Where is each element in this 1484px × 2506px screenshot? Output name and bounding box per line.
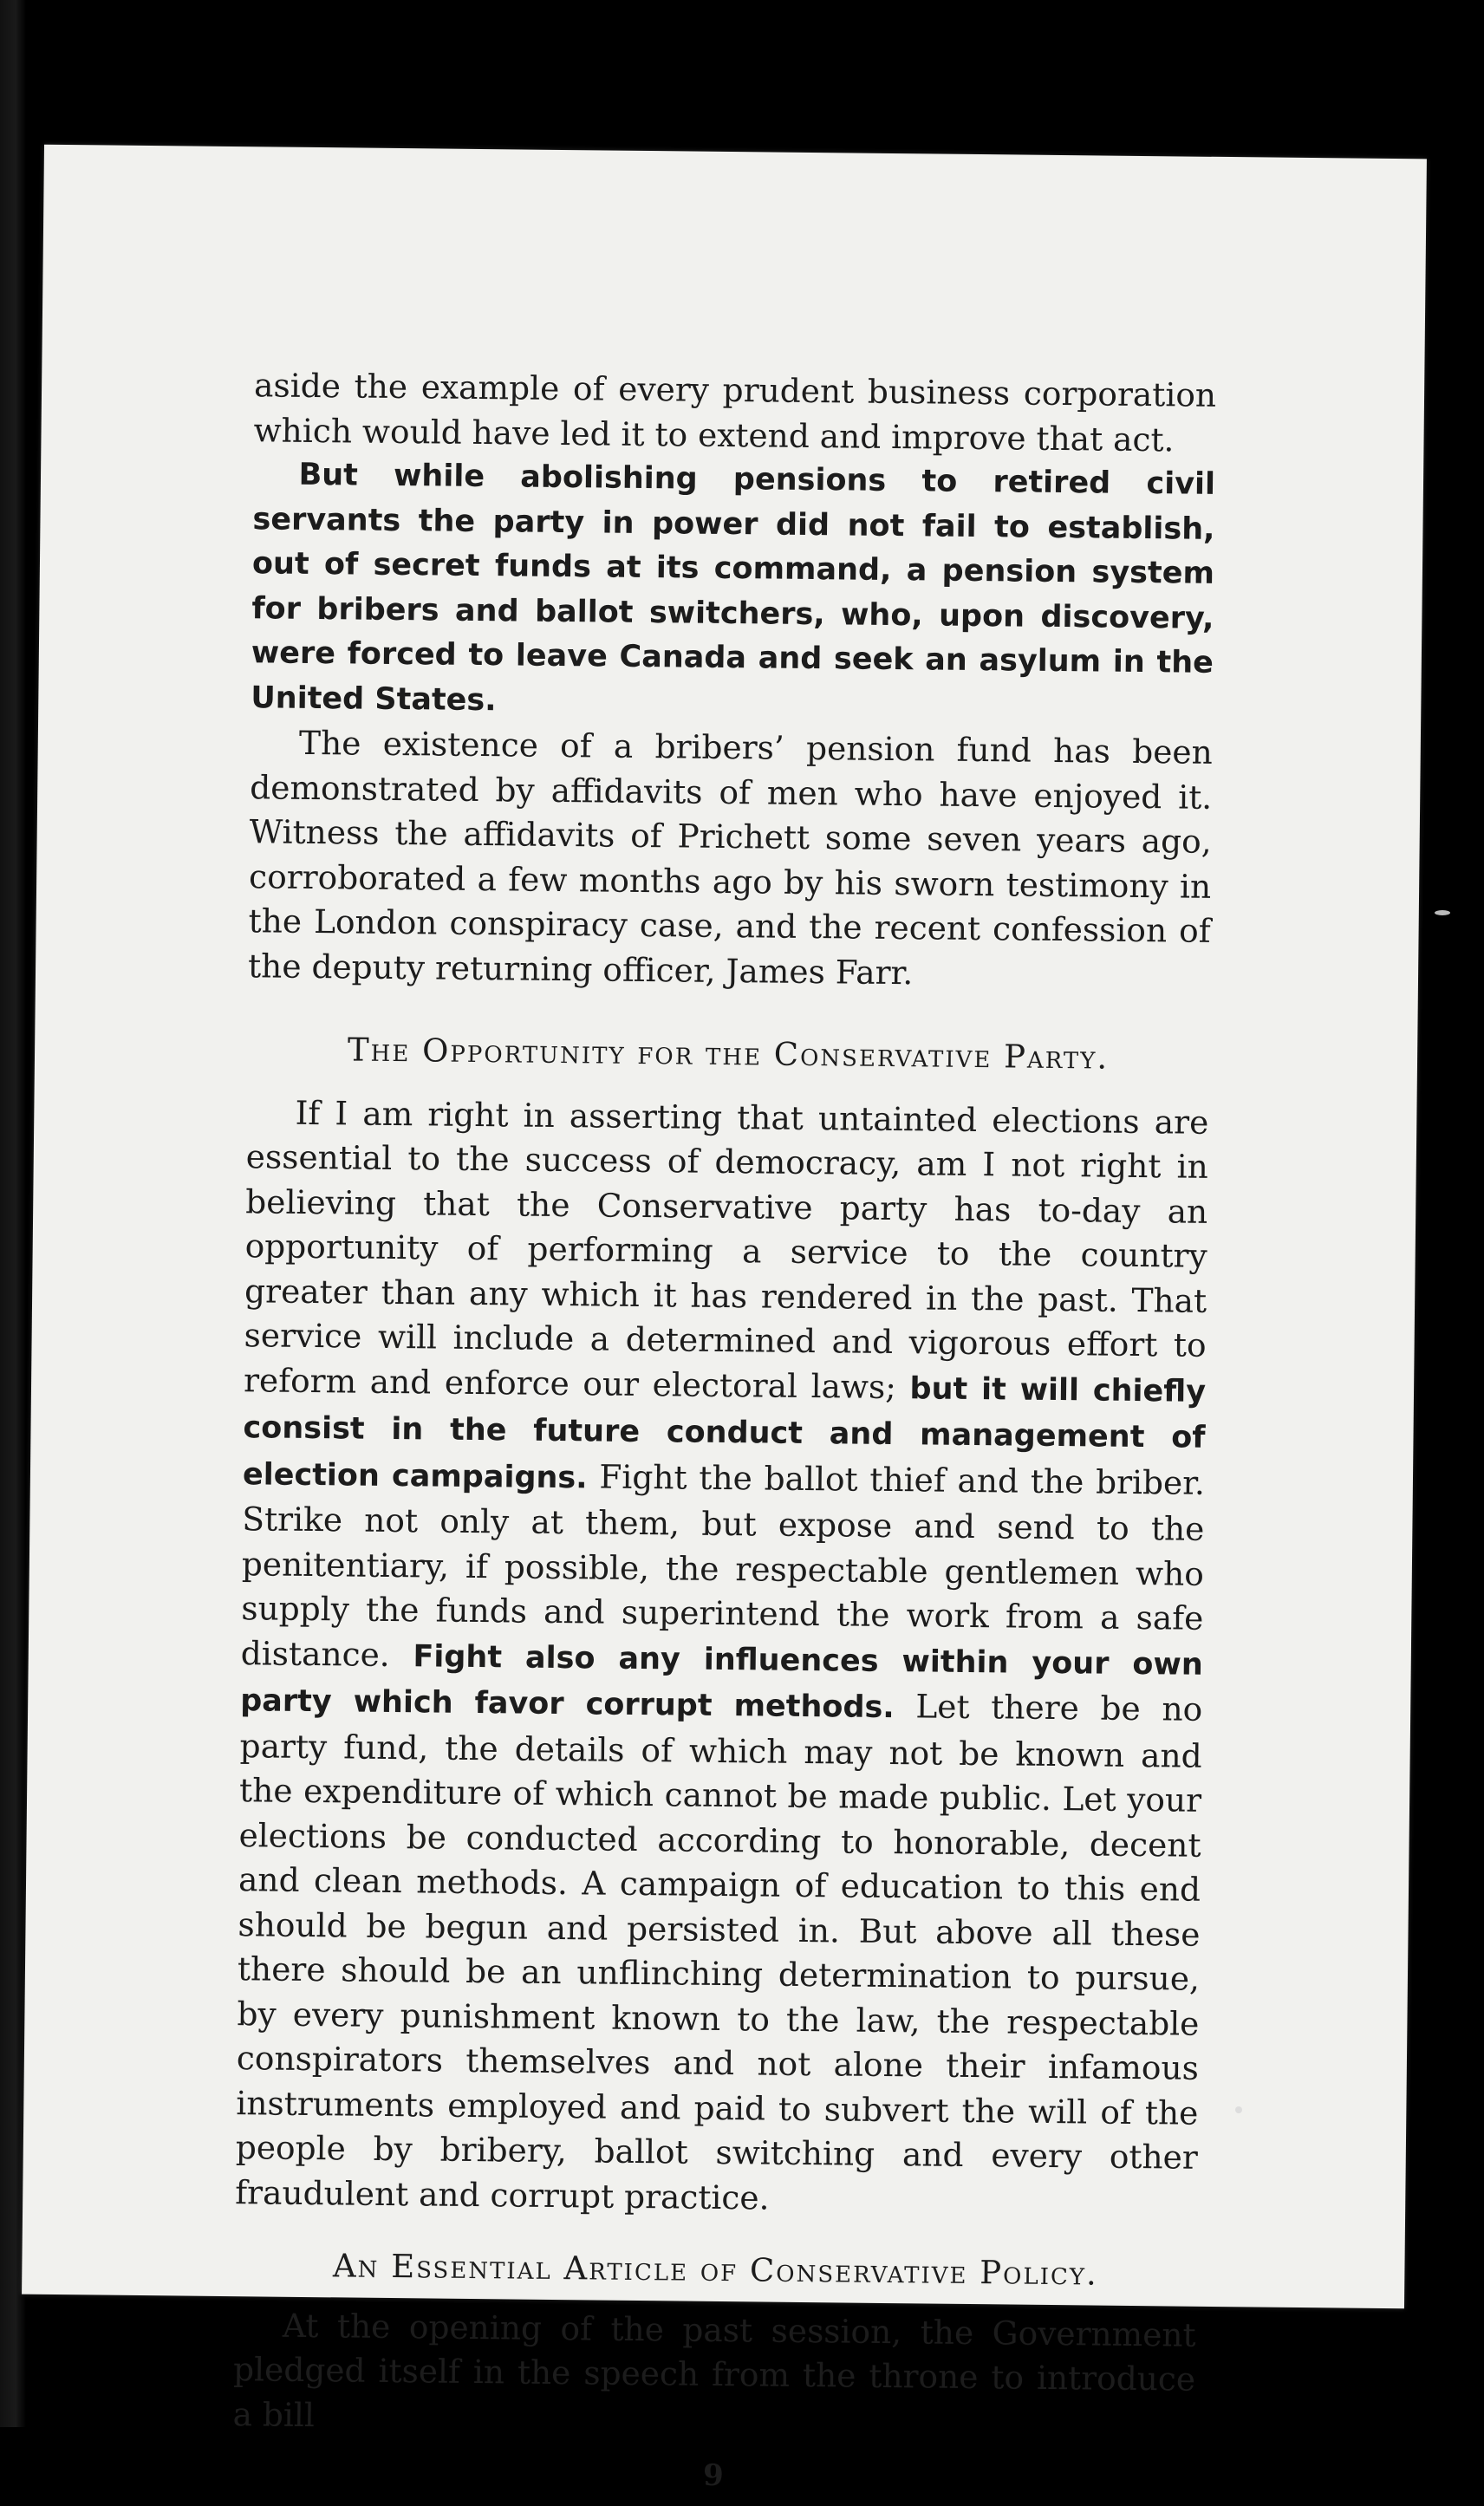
paragraph-opportunity-part3: Let there be no party fund, the details of which may not be known and the expenditure of which cannot be made public. Let your elections be conducted according to honorable, decent and clean methods. A campaign of education to this end should be begun and persisted in. But above all these there should be an unflinching determination to pursue, by every punishment known to the law, the respectable conspirators themselves and not alone their infamous instruments employed and paid to subvert the will of the people by bribery, ballot switching and every other fraudulent and corrupt practice. [235,1687,1203,2217]
paragraph-opportunity [235,1090,1209,2225]
scan-speck [1435,910,1450,915]
page-number: 9 [702,2457,724,2494]
paragraph-pension-fund: The existence of a bribers’ pension fund has been demonstrated by affidavits of men who have enjoyed it. Witness the affidavits of Prichett some seven years ago, corroborated a few months ago by his sworn testimony in the London conspiracy case, and the recent confession of the deputy returning officer, James Farr. [247,723,1213,992]
section-heading-essential-article: An Essential Article of Conservative Policy. [332,2247,1099,2293]
paragraph-essential-article: At the opening of the past session, the Government pledged itself in the speech from the throne to introduce a bill [232,2306,1196,2434]
paragraph-opportunity-bold1: but it will chiefly consist in the future conduct and management of election campaigns. [242,1370,1207,1495]
section-heading-opportunity: The Opportunity for the Conservative Party. [347,1031,1110,1077]
page-text-block [232,363,1217,2503]
paragraph-bold-pensions: But while abolishing pensions to retired civil servants the party in power did not fail to establish, out of secret funds at its command, a pension system for bribers and ballot switchers, who, upon discovery, were forced to leave Canada and seek an asylum in the United States. [251,457,1216,718]
paragraph-opportunity-part2: Fight the ballot thief and the briber. Strike not only at them, but expose and send to the penitentiary, if possible, the respectable gentlemen who supply the funds and superintend the work from a safe distance. [240,1456,1206,1674]
book-page [22,145,1427,2494]
paragraph-opportunity-bold2: Fight also any influences within your own party which favor corrupt methods. [240,1638,1203,1726]
scan-left-edge [0,0,26,2427]
scan-speck [1235,2106,1242,2113]
paragraph-opportunity-part1: If I am right in asserting that untainted elections are essential to the success of democracy, am I not right in believing that the Conservative party has to-day an opportunity of performing a service to the country greater than any which it has rendered in the past. That service will include a determined and vigorous effort to reform and enforce our electoral laws; [243,1093,1209,1406]
paragraph-continuation: aside the example of every prudent business corporation which would have led it to extend and improve that act. [253,366,1217,459]
